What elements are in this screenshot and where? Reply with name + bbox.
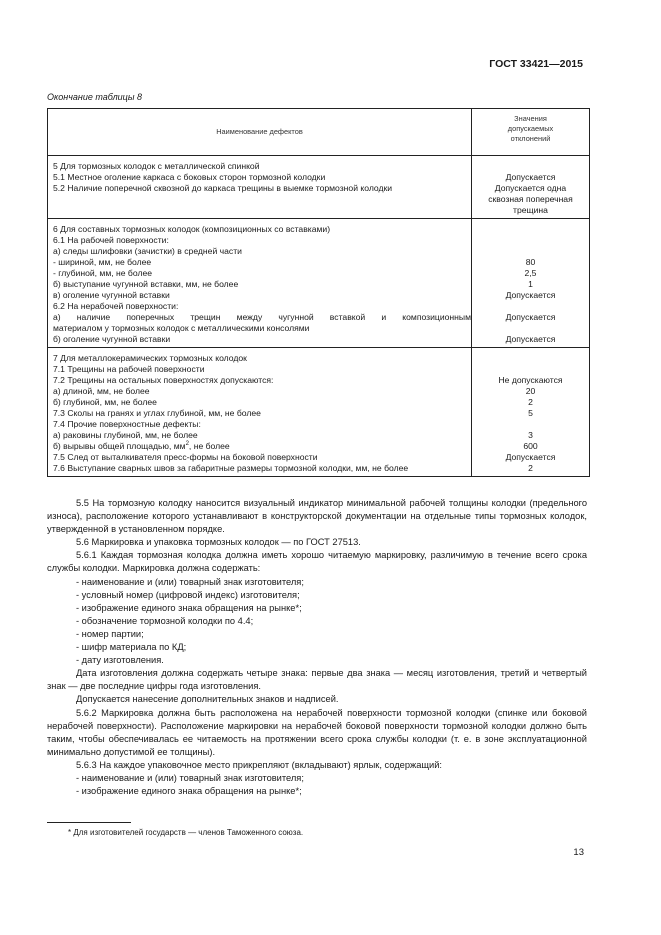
table-caption: Окончание таблицы 8 bbox=[47, 92, 142, 102]
defect-value: Допускается одна bbox=[494, 183, 567, 193]
defect-value bbox=[472, 235, 589, 246]
defect-name-text: а) длиной, мм, не более bbox=[53, 386, 150, 396]
defect-name bbox=[48, 205, 471, 216]
header-values bbox=[472, 109, 590, 156]
defect-name-text: материалом у тормозных колодок с металлическими консолями bbox=[53, 323, 310, 333]
defect-name bbox=[48, 224, 471, 235]
defect-value: 20 bbox=[525, 386, 536, 396]
defect-name bbox=[48, 408, 471, 419]
defect-name-text: - глубиной, мм, не более bbox=[53, 268, 153, 278]
defect-value: 5 bbox=[528, 408, 533, 418]
table-group bbox=[48, 156, 590, 219]
defect-name bbox=[48, 452, 471, 463]
paragraph: 5.6 Маркировка и упаковка тормозных колодок — по ГОСТ 27513. bbox=[76, 537, 361, 548]
defect-name-text: в) оголение чугунной вставки bbox=[53, 290, 170, 300]
defect-name bbox=[48, 161, 471, 172]
defect-name-text: 5.2 Наличие поперечной сквозной до каркаса трещины в выемке тормозной колодки bbox=[53, 183, 393, 193]
defect-name-text: б) выступание чугунной вставки, мм, не более bbox=[53, 279, 239, 289]
defect-value bbox=[472, 419, 589, 430]
defect-value bbox=[472, 301, 589, 312]
defect-values-cell bbox=[472, 219, 590, 348]
defect-name bbox=[48, 268, 471, 279]
defect-value: 2 bbox=[528, 463, 533, 473]
unit-superscript: 2 bbox=[185, 441, 189, 448]
defect-name bbox=[48, 290, 471, 301]
defect-value: Допускается bbox=[505, 334, 556, 344]
defect-name-text: а) наличие поперечных трещин между чугунной вставкой и композиционным bbox=[53, 312, 471, 322]
defect-name bbox=[48, 183, 471, 194]
defect-name-text: 6.2 На нерабочей поверхности: bbox=[53, 301, 179, 311]
table-group bbox=[48, 348, 590, 477]
defect-name bbox=[48, 430, 471, 441]
defect-name bbox=[48, 397, 471, 408]
defect-name-text: 7.5 След от выталкивателя пресс-формы на боковой поверхности bbox=[53, 452, 318, 462]
table-header-row bbox=[48, 109, 590, 156]
defect-name bbox=[48, 441, 471, 452]
header-values-line: отклонений bbox=[510, 134, 551, 143]
defect-value bbox=[472, 246, 589, 257]
defect-value bbox=[472, 323, 589, 334]
defect-value: 3 bbox=[528, 430, 533, 440]
defect-name bbox=[48, 334, 471, 345]
defect-value: Допускается bbox=[505, 172, 556, 182]
defect-name-text: 5.1 Местное оголение каркаса с боковых сторон тормозной колодки bbox=[53, 172, 326, 182]
list-item: - шифр материала по КД; bbox=[76, 642, 187, 653]
paragraph: Допускается нанесение дополнительных знаков и надписей. bbox=[76, 694, 339, 705]
list-item: - изображение единого знака обращения на рынке*; bbox=[76, 602, 302, 613]
defect-name-text: 7.2 Трещины на остальных поверхностях допускаются: bbox=[53, 375, 274, 385]
defect-name-text: 7 Для металлокерамических тормозных колодок bbox=[53, 353, 247, 363]
defect-name bbox=[48, 235, 471, 246]
standard-designation: ГОСТ 33421—2015 bbox=[489, 58, 583, 70]
defect-value: Допускается bbox=[505, 312, 556, 322]
list-item: - дату изготовления. bbox=[76, 655, 164, 666]
defect-names-cell bbox=[48, 348, 472, 477]
defect-name bbox=[48, 194, 471, 205]
paragraph: 5.6.1 Каждая тормозная колодка должна иметь хорошо читаемую маркировку, различимую в течение всего срока службы колодки. Маркировка должна содержать: bbox=[47, 550, 587, 574]
defect-name bbox=[48, 364, 471, 375]
defect-value: трещина bbox=[513, 205, 548, 215]
defect-name-text: , не более bbox=[188, 441, 230, 451]
defect-name-text: 7.4 Прочие поверхностные дефекты: bbox=[53, 419, 201, 429]
defect-name bbox=[48, 312, 471, 323]
defect-names-cell bbox=[48, 219, 472, 348]
header-values-line: допускаемых bbox=[507, 124, 554, 133]
defect-values-cell bbox=[472, 348, 590, 477]
defect-value: 1 bbox=[528, 279, 533, 289]
page-number: 13 bbox=[573, 847, 584, 858]
header-values-line: Значения bbox=[514, 114, 547, 123]
defect-name bbox=[48, 419, 471, 430]
defect-name bbox=[48, 172, 471, 183]
list-item: - обозначение тормозной колодки по 4.4; bbox=[76, 615, 254, 626]
defect-name bbox=[48, 375, 471, 386]
defect-value bbox=[472, 364, 589, 375]
defect-value: Допускается bbox=[505, 452, 556, 462]
list-item: - наименование и (или) товарный знак изготовителя; bbox=[76, 576, 304, 587]
defect-name-text: б) глубиной, мм, не более bbox=[53, 397, 157, 407]
document-body bbox=[47, 497, 587, 798]
defect-name bbox=[48, 386, 471, 397]
defect-name-text: б) оголение чугунной вставки bbox=[53, 334, 171, 344]
defect-value: 2 bbox=[528, 397, 533, 407]
defect-value: 600 bbox=[523, 441, 538, 451]
list-item: - условный номер (цифровой индекс) изготовителя; bbox=[76, 589, 300, 600]
defects-table bbox=[47, 108, 590, 477]
list-item: - номер партии; bbox=[76, 628, 144, 639]
defect-name-text: 6 Для составных тормозных колодок (композиционных со вставками) bbox=[53, 224, 331, 234]
defect-value: сквозная поперечная bbox=[488, 194, 573, 204]
footnote: * Для изготовителей государств — членов Таможенного союза. bbox=[68, 828, 304, 837]
defect-name-text: б) вырывы общей площадью, мм bbox=[53, 441, 186, 451]
defect-name-text: а) раковины глубиной, мм, не более bbox=[53, 430, 198, 440]
defect-name-text: - шириной, мм, не более bbox=[53, 257, 152, 267]
defect-value bbox=[472, 161, 589, 172]
header-defects: Наименование дефектов bbox=[48, 109, 472, 156]
defect-value: 2,5 bbox=[524, 268, 537, 278]
defect-name bbox=[48, 301, 471, 312]
defect-value: Допускается bbox=[505, 290, 556, 300]
defect-values-cell bbox=[472, 156, 590, 219]
list-item: - наименование и (или) товарный знак изготовителя; bbox=[76, 772, 304, 783]
defect-name bbox=[48, 353, 471, 364]
defect-value bbox=[472, 224, 589, 235]
defect-name-text: 6.1 На рабочей поверхности: bbox=[53, 235, 169, 245]
paragraph: Дата изготовления должна содержать четыре знака: первые два знака — месяц изготовления, третий и четвертый знак — две последние цифры года изготовления. bbox=[47, 668, 587, 692]
footnote-rule bbox=[47, 822, 131, 823]
defect-name bbox=[48, 246, 471, 257]
defect-name-text: 5 Для тормозных колодок с металлической спинкой bbox=[53, 161, 260, 171]
defect-name bbox=[48, 463, 471, 474]
defect-value: Не допускаются bbox=[498, 375, 563, 385]
defect-value: 80 bbox=[525, 257, 536, 267]
defect-name-text: 7.3 Сколы на гранях и углах глубиной, мм, не более bbox=[53, 408, 261, 418]
defect-name bbox=[48, 257, 471, 268]
defect-name bbox=[48, 323, 471, 334]
defect-name bbox=[48, 279, 471, 290]
paragraph: 5.6.2 Маркировка должна быть расположена на нерабочей поверхности тормозной колодки (спинке или боковой нерабочей поверхности). Расположение маркировки на нерабочей боковой поверхности тормозной колодки должно быть таким, чтобы обеспечивалась ее читаемость на протяжении всего срока службы колодки (т. е. в зоне эксплуатационной минимально допустимой ее толщины). bbox=[47, 707, 587, 757]
defect-names-cell bbox=[48, 156, 472, 219]
table-group bbox=[48, 219, 590, 348]
list-item: - изображение единого знака обращения на рынке*; bbox=[76, 786, 302, 797]
defect-name-text: 7.1 Трещины на рабочей поверхности bbox=[53, 364, 205, 374]
defect-name-text: 7.6 Выступание сварных швов за габаритные размеры тормозной колодки, мм, не более bbox=[53, 463, 409, 473]
defect-name-text: а) следы шлифовки (зачистки) в средней части bbox=[53, 246, 242, 256]
paragraph: 5.6.3 На каждое упаковочное место прикрепляют (вкладывают) ярлык, содержащий: bbox=[76, 759, 443, 770]
defect-value bbox=[472, 353, 589, 364]
paragraph: 5.5 На тормозную колодку наносится визуальный индикатор минимальной рабочей толщины колодки (предельного износа), расположение которого устанавливают в конструкторской документации на отдельные типы тормозных колодок, утвержденной в установленном порядке. bbox=[47, 498, 587, 535]
